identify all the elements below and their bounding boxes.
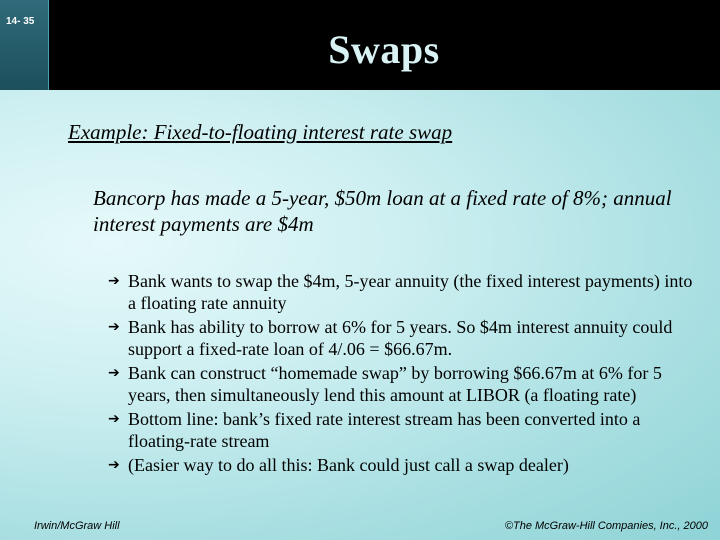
bullet-item [110,408,700,452]
right-arrow-icon: ➔ [108,457,120,473]
right-arrow-icon: ➔ [108,411,120,427]
footer-publisher: Irwin/McGraw Hill [34,520,120,532]
slide-number: 14- 35 [6,16,35,27]
example-heading: Example: Fixed-to-floating interest rate swap [68,120,453,144]
bullet-text: Bank can construct “homemade swap” by borrowing $66.67m at 6% for 5 years, then simultaneously lend this amount at LIBOR (a floating rate) [128,363,662,405]
bullet-text: Bottom line: bank’s fixed rate interest stream has been converted into a floating-rate stream [128,409,641,451]
right-arrow-icon: ➔ [108,273,120,289]
bullet-item [110,362,700,406]
bullet-text: (Easier way to do all this: Bank could just call a swap dealer) [128,455,569,475]
intro-text: Bancorp has made a 5-year, $50m loan at a fixed rate of 8%; annual interest payments are $4m [93,186,672,236]
right-arrow-icon: ➔ [108,319,120,335]
footer-copyright: ©The McGraw-Hill Companies, Inc., 2000 [504,520,708,532]
slide-title: Swaps [328,27,440,72]
bullet-item [110,454,700,476]
bullet-item [110,270,700,314]
bullet-text: Bank has ability to borrow at 6% for 5 years. So $4m interest annuity could support a fixed-rate loan of 4/.06 = $66.67m. [128,317,673,359]
bullet-item [110,316,700,360]
slide-number-box [0,0,49,90]
right-arrow-icon: ➔ [108,365,120,381]
bullet-text: Bank wants to swap the $4m, 5-year annuity (the fixed interest payments) into a floating rate annuity [128,271,693,313]
title-bar [0,0,720,90]
bullet-list [110,270,700,478]
